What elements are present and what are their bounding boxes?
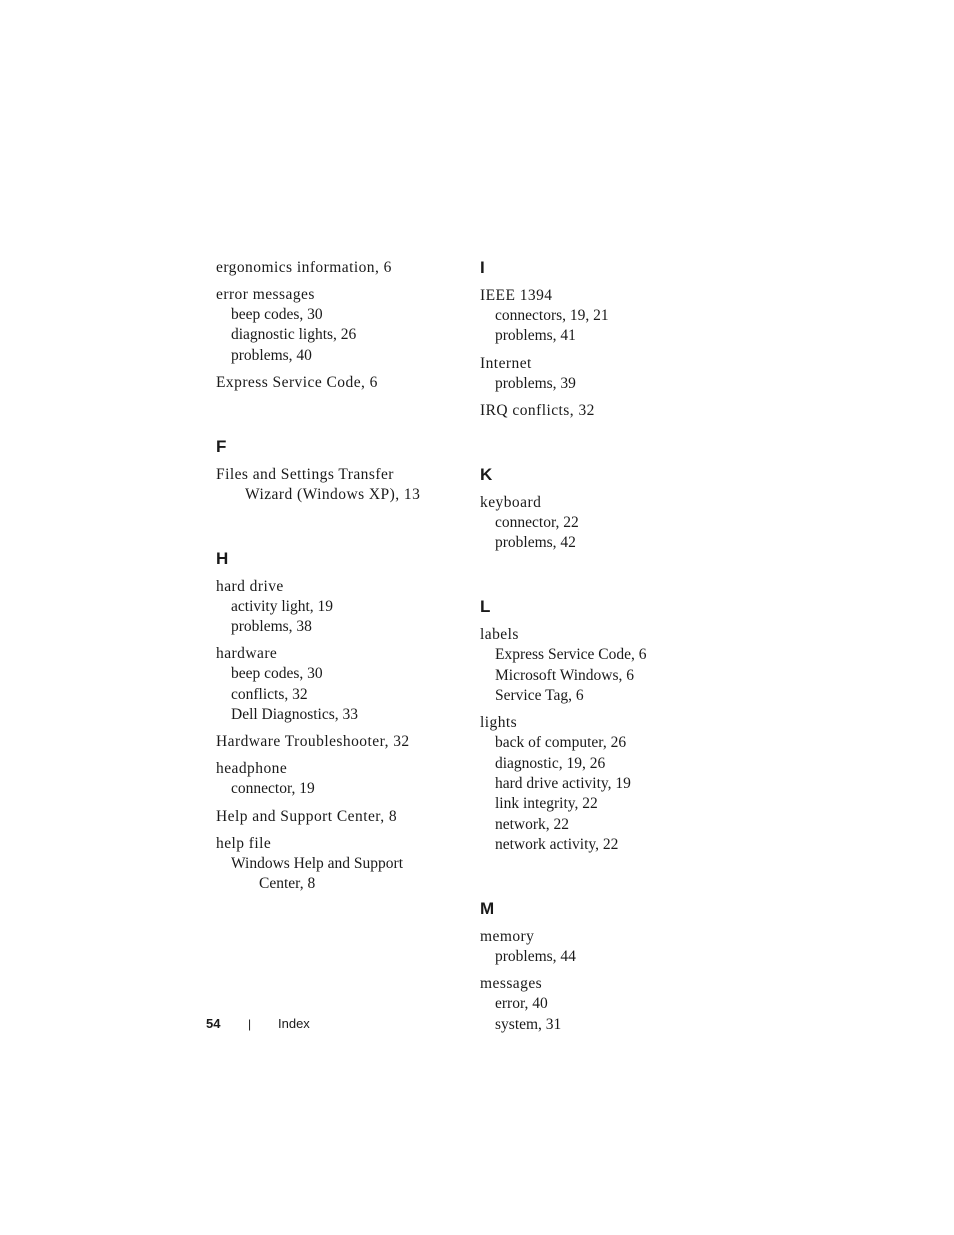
- index-subentry-line: problems, 39: [495, 374, 576, 392]
- footer-section-title: Index: [278, 1016, 310, 1031]
- index-term: [480, 401, 720, 421]
- index-subentry-line: connectors, 19, 21: [495, 307, 609, 324]
- index-term: [216, 258, 456, 278]
- index-letter-heading: M: [480, 899, 495, 919]
- index-entry: [480, 286, 720, 347]
- index-subentry: [480, 754, 720, 774]
- index-column-left: [216, 258, 456, 901]
- index-subentry-line: Dell Diagnostics, 33: [231, 706, 358, 724]
- index-entry: [480, 974, 720, 1035]
- index-subentry: [480, 815, 720, 835]
- index-subentry-line: Windows Help and Support: [231, 854, 404, 872]
- index-subentry: [480, 374, 720, 394]
- index-term-line: memory: [480, 928, 535, 946]
- index-term-line: headphone: [216, 760, 288, 778]
- index-letter-heading: K: [480, 464, 493, 484]
- index-term-line: Internet: [480, 354, 532, 372]
- index-letter-group: [216, 258, 456, 393]
- index-term: [480, 286, 720, 306]
- index-term: [216, 373, 456, 393]
- index-subentry-line: diagnostic, 19, 26: [495, 754, 606, 772]
- index-term-line: error messages: [216, 286, 315, 303]
- index-term-line: IRQ conflicts, 32: [480, 401, 595, 419]
- index-subentry-line: problems, 38: [231, 618, 312, 636]
- index-subentry: [216, 617, 456, 637]
- index-term: [216, 644, 456, 664]
- index-term-line: help file: [216, 834, 272, 852]
- index-term: [480, 713, 720, 733]
- index-term-line: Express Service Code, 6: [216, 373, 378, 391]
- index-entry: [216, 577, 456, 638]
- footer-separator: |: [248, 1017, 252, 1031]
- index-letter-heading: F: [216, 436, 227, 456]
- index-entry: [216, 373, 456, 393]
- index-term: [216, 834, 456, 854]
- index-entry: [480, 713, 720, 855]
- index-entry: [480, 401, 720, 421]
- index-entry: [216, 285, 456, 366]
- index-subentry-line: connector, 19: [231, 780, 315, 798]
- index-subentry-line: Service Tag, 6: [495, 687, 584, 705]
- index-subentry: [216, 325, 456, 345]
- index-letter-heading: I: [480, 258, 485, 277]
- index-entry: [216, 644, 456, 725]
- index-subentry-line: connector, 22: [495, 513, 579, 531]
- index-subentry-line: Express Service Code, 6: [495, 646, 647, 664]
- index-subentry-line: network activity, 22: [495, 835, 619, 853]
- index-letter-group: [216, 437, 456, 505]
- index-term: [216, 807, 456, 827]
- index-subentry: [216, 597, 456, 617]
- index-term: [216, 465, 456, 505]
- index-subentry: [480, 733, 720, 753]
- index-term-line: Help and Support Center, 8: [216, 807, 398, 825]
- index-subentry: [216, 664, 456, 684]
- index-subentry: [216, 305, 456, 325]
- index-entry: [216, 834, 456, 895]
- index-term: [216, 732, 456, 752]
- index-subentry: [480, 645, 720, 665]
- index-term: [216, 285, 456, 305]
- index-term: [480, 354, 720, 374]
- index-term-line: Hardware Troubleshooter, 32: [216, 733, 410, 751]
- index-subentry-continuation: Center, 8: [259, 874, 316, 892]
- index-term-continuation: Wizard (Windows XP), 13: [245, 485, 421, 503]
- index-subentry-line: diagnostic lights, 26: [231, 326, 357, 344]
- index-letter-group: [480, 899, 720, 1035]
- index-subentry-line: problems, 41: [495, 327, 576, 345]
- index-term-line: keyboard: [480, 493, 542, 511]
- index-term-line: messages: [480, 975, 543, 993]
- index-term-line: labels: [480, 626, 519, 644]
- index-term: [216, 577, 456, 597]
- index-subentry: [216, 685, 456, 705]
- index-subentry: [480, 306, 720, 326]
- index-term-line: lights: [480, 714, 518, 732]
- index-subentry-line: link integrity, 22: [495, 795, 598, 813]
- index-subentry: [216, 779, 456, 799]
- index-entry: [216, 759, 456, 799]
- index-subentry-line: Microsoft Windows, 6: [495, 666, 635, 684]
- index-subentry: [216, 854, 456, 895]
- index-term: [480, 625, 720, 645]
- index-column-right: [480, 258, 720, 1042]
- index-subentry: [480, 994, 720, 1014]
- index-subentry-line: conflicts, 32: [231, 685, 308, 703]
- index-term-line: Files and Settings Transfer: [216, 465, 394, 483]
- index-term-line: IEEE 1394: [480, 287, 553, 304]
- index-term-line: ergonomics information, 6: [216, 259, 392, 276]
- index-term: [480, 927, 720, 947]
- index-subentry-line: error, 40: [495, 995, 548, 1013]
- index-subentry: [480, 686, 720, 706]
- index-entry: [216, 807, 456, 827]
- index-subentry: [480, 326, 720, 346]
- index-term: [480, 974, 720, 994]
- index-entry: [480, 493, 720, 554]
- index-term-line: hard drive: [216, 577, 284, 595]
- index-letter-group: [480, 465, 720, 554]
- index-subentry-line: problems, 40: [231, 346, 312, 364]
- index-subentry: [216, 346, 456, 366]
- index-letter-group: [216, 549, 456, 894]
- index-subentry-line: hard drive activity, 19: [495, 774, 631, 792]
- index-term-line: hardware: [216, 645, 278, 663]
- index-subentry-line: problems, 44: [495, 948, 576, 966]
- index-letter-group: [480, 597, 720, 855]
- index-subentry: [480, 533, 720, 553]
- index-subentry: [216, 705, 456, 725]
- index-entry: [216, 465, 456, 505]
- index-subentry: [480, 835, 720, 855]
- index-entry: [480, 927, 720, 967]
- index-subentry: [480, 1015, 720, 1035]
- index-term: [216, 759, 456, 779]
- index-subentry-line: beep codes, 30: [231, 306, 323, 323]
- index-subentry-line: activity light, 19: [231, 597, 334, 615]
- index-entry: [480, 625, 720, 706]
- index-subentry-line: back of computer, 26: [495, 734, 627, 752]
- index-letter-heading: H: [216, 548, 229, 568]
- index-subentry-line: system, 31: [495, 1015, 562, 1033]
- index-entry: [480, 354, 720, 394]
- index-subentry-line: network, 22: [495, 815, 570, 833]
- index-subentry: [480, 513, 720, 533]
- index-subentry: [480, 794, 720, 814]
- index-letter-heading: L: [480, 597, 491, 617]
- page-number: 54: [206, 1016, 221, 1031]
- index-entry: [216, 732, 456, 752]
- index-letter-group: [480, 258, 720, 421]
- index-subentry: [480, 774, 720, 794]
- index-entry: [216, 258, 456, 278]
- index-subentry: [480, 947, 720, 967]
- index-term: [480, 493, 720, 513]
- index-subentry: [480, 666, 720, 686]
- index-subentry-line: beep codes, 30: [231, 665, 323, 683]
- index-subentry-line: problems, 42: [495, 534, 576, 552]
